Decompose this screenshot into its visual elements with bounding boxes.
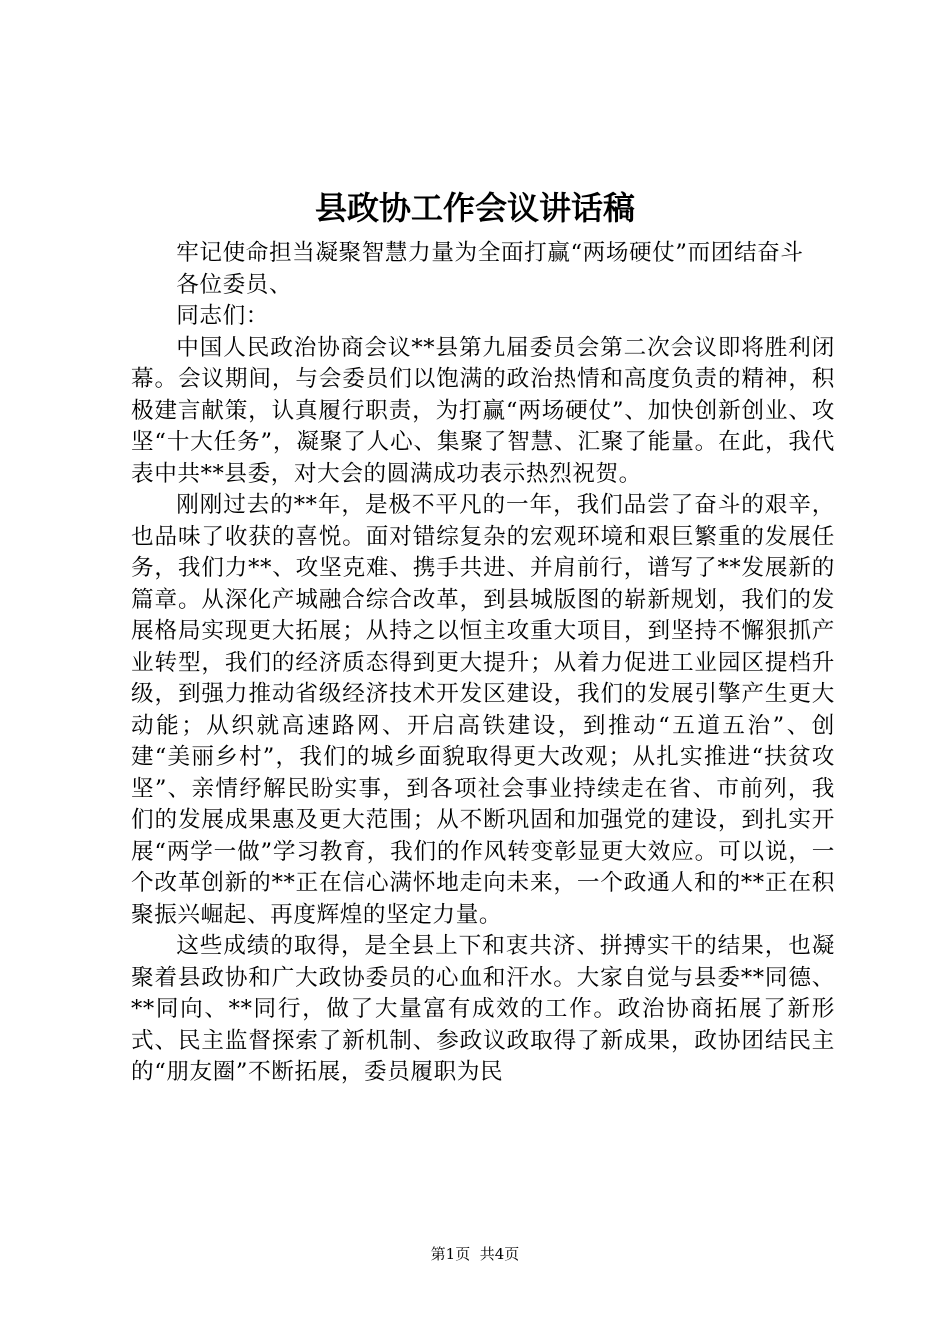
page-total: 共4页 xyxy=(479,1245,520,1263)
subtitle-paragraph: 牢记使命担当凝聚智慧力量为全面打赢“两场硬仗”而团结奋斗 xyxy=(176,240,804,266)
page-footer xyxy=(0,1244,950,1264)
body-paragraph: 这些成绩的取得，是全县上下和衷共济、拼搏实干的结果，也凝聚着县政协和广大政协委员的心血和汗水。大家自觉与县委**同德、**同向、**同行，做了大量富有成效的工作。政治协商拓展了新形式、民主监督探索了新机制、参政议政取得了新成果，政协团结民主的“朋友圈”不断拓展，委员履职为民 xyxy=(131,933,835,1085)
body-paragraph: 刚刚过去的**年，是极不平凡的一年，我们品尝了奋斗的艰辛，也品味了收获的喜悦。面对错综复杂的宏观环境和艰巨繁重的发展任务，我们力**、攻坚克难、携手共进、并肩前行，谱写了**发展新的篇章。从深化产城融合综合改革，到县城版图的崭新规划，我们的发展格局实现更大拓展；从持之以恒主攻重大项目，到坚持不懈狠抓产业转型，我们的经济质态得到更大提升；从着力促进工业园区提档升级，到强力推动省级经济技术开发区建设，我们的发展引擎产生更大动能；从织就高速路网、开启高铁建设，到推动“五道五治”、创建“美丽乡村”，我们的城乡面貌取得更大改观；从扎实推进“扶贫攻坚”、亲情纾解民盼实事，到各项社会事业持续走在省、市前列，我们的发展成果惠及更大范围；从不断巩固和加强党的建设，到扎实开展“两学一做”学习教育，我们的作风转变彰显更大效应。可以说，一个改革创新的**正在信心满怀地走向未来，一个政通人和的**正在积聚振兴崛起、再度辉煌的坚定力量。 xyxy=(131,492,835,928)
document-title: 县政协工作会议讲话稿 xyxy=(314,189,635,227)
body-paragraph: 中国人民政治协商会议**县第九届委员会第二次会议即将胜利闭幕。会议期间，与会委员们以饱满的政治热情和高度负责的精神，积极建言献策，认真履行职责，为打赢“两场硬仗”、加快创新创业、攻坚“十大任务”，凝聚了人心、集聚了智慧、汇聚了能量。在此，我代表中共**县委，对大会的圆满成功表示热烈祝贺。 xyxy=(131,334,835,487)
salutation-line: 同志们： xyxy=(176,303,269,329)
document-body xyxy=(131,238,835,1089)
page-number: 第1页 xyxy=(430,1245,471,1263)
salutation-line: 各位委员、 xyxy=(176,271,293,298)
